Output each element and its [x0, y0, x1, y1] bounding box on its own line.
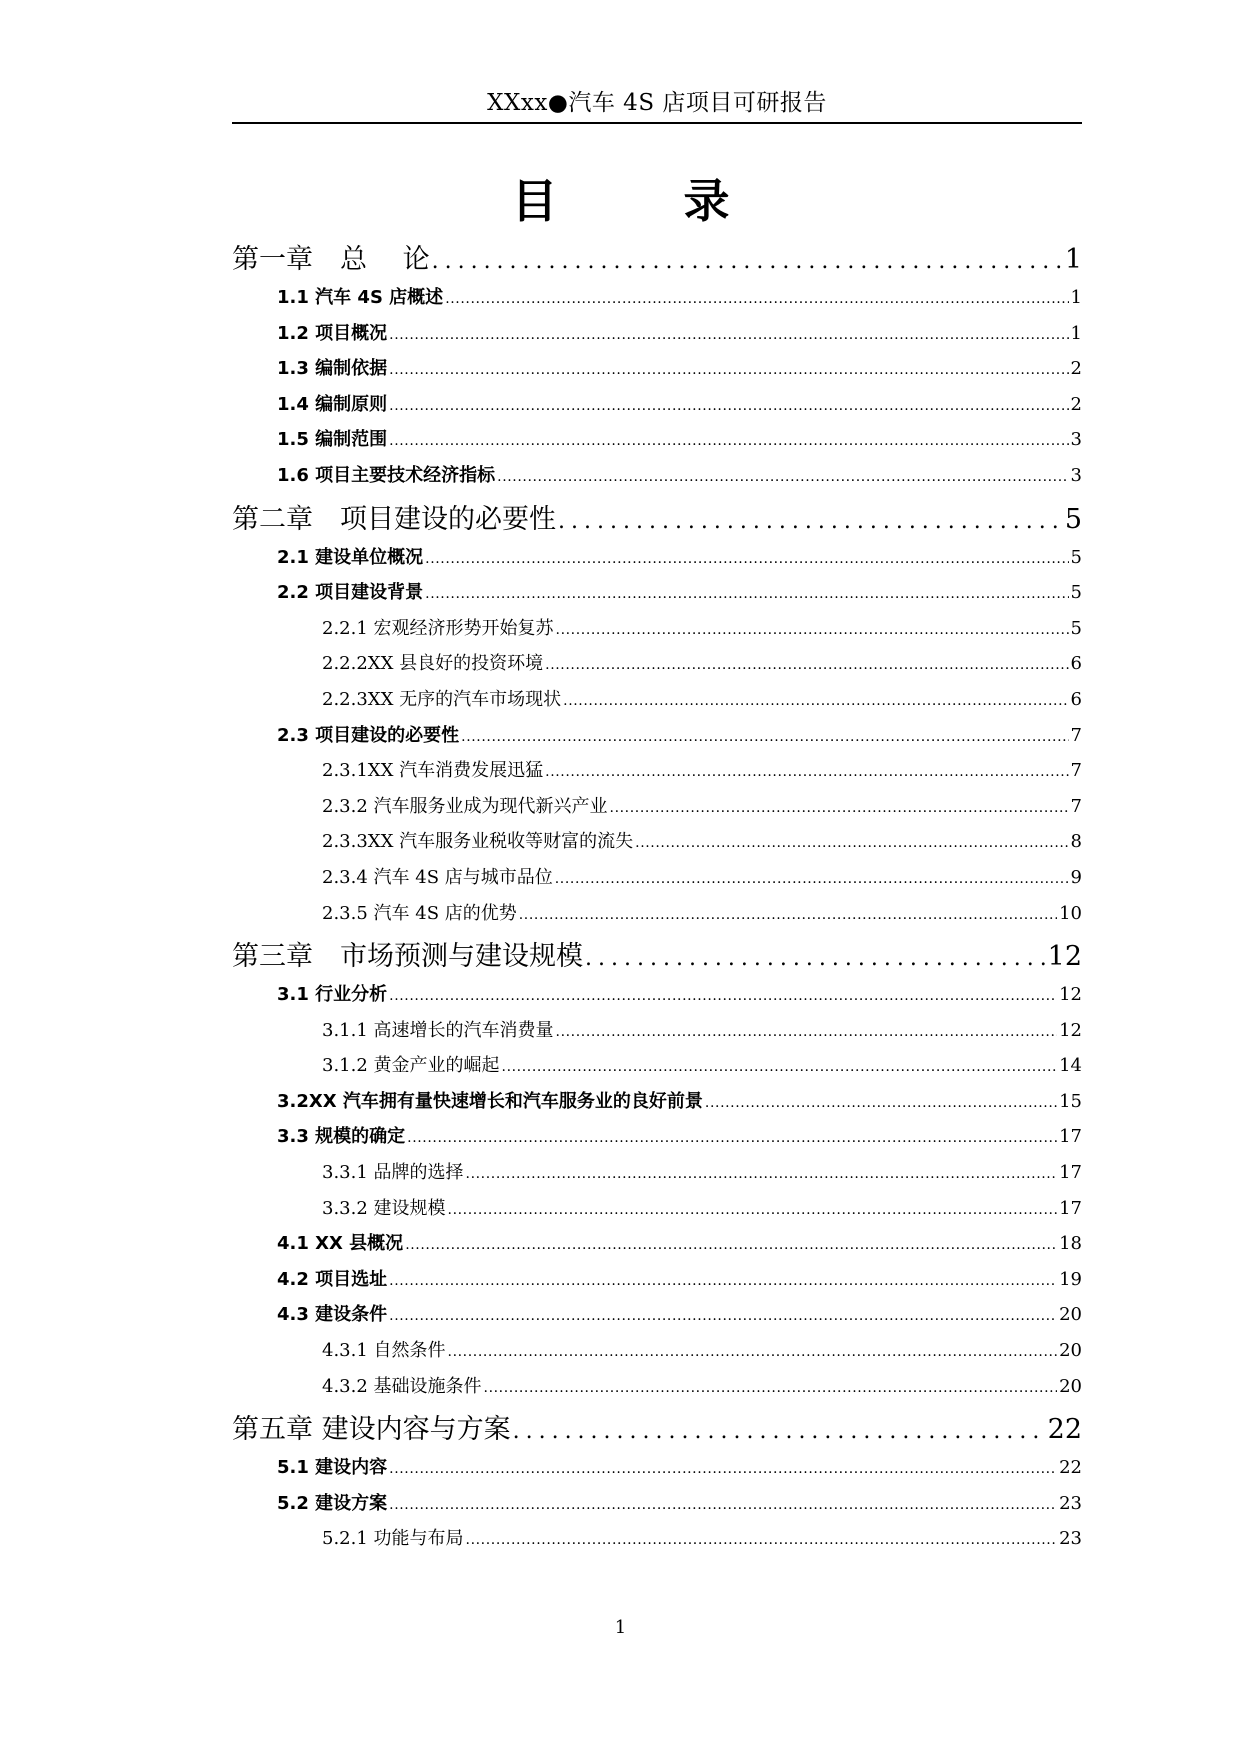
toc-entry-page: 2: [1070, 393, 1082, 415]
dot-leader: [389, 1299, 1057, 1335]
toc-entry[interactable]: [232, 611, 1082, 647]
toc-entry-page: 23: [1059, 1492, 1082, 1514]
toc-entry-page: 22: [1047, 1414, 1082, 1446]
toc-entry[interactable]: [232, 1191, 1082, 1227]
toc-entry-label: 2.3 项目建设的必要性: [277, 724, 460, 746]
toc-entry-page: 1: [1070, 322, 1082, 344]
dot-leader: [545, 648, 1068, 684]
toc-entry[interactable]: [232, 1226, 1082, 1262]
dot-leader: [389, 979, 1057, 1015]
toc-entry-page: 8: [1070, 831, 1082, 853]
toc-chapter-entry[interactable]: [232, 240, 1082, 280]
toc-entry-label: 2.3.1XX 汽车消费发展迅猛: [322, 760, 544, 782]
toc-entry-label: 3.3.2 建设规模: [322, 1197, 446, 1219]
toc-entry-label: 4.1 XX 县概况: [277, 1233, 404, 1255]
toc-entry[interactable]: [232, 1155, 1082, 1191]
toc-entry[interactable]: [232, 860, 1082, 896]
toc-entry-page: 14: [1059, 1055, 1082, 1077]
toc-entry-page: 5: [1070, 617, 1082, 639]
toc-entry[interactable]: [232, 1048, 1082, 1084]
dot-leader: [389, 353, 1068, 389]
toc-entry-label: 3.1.1 高速增长的汽车消费量: [322, 1019, 554, 1041]
toc-entry-label: 4.3.2 基础设施条件: [322, 1375, 482, 1397]
toc-entry-page: 12: [1047, 941, 1082, 973]
dot-leader: [425, 577, 1068, 613]
toc-entry[interactable]: [232, 718, 1082, 754]
toc-entry-label: 1.1 汽车 4S 店概述: [277, 287, 444, 308]
dot-leader: [610, 791, 1069, 827]
toc-entry[interactable]: [232, 540, 1082, 576]
toc-entry[interactable]: [232, 1013, 1082, 1049]
table-of-contents: [232, 238, 1082, 1557]
dot-leader: [389, 389, 1068, 425]
toc-entry-label: 2.3.2 汽车服务业成为现代新兴产业: [322, 795, 608, 817]
toc-entry[interactable]: [232, 896, 1082, 932]
toc-entry-page: 9: [1070, 866, 1082, 888]
header-text: XXxx●汽车 4S 店项目可研报告: [487, 90, 827, 116]
dot-leader: [389, 424, 1068, 460]
toc-entry-label: 2.2 项目建设背景: [277, 582, 424, 604]
toc-entry-label: 1.5 编制范围: [277, 429, 388, 451]
toc-entry-label: 3.3 规模的确定: [277, 1126, 406, 1148]
dot-leader: [635, 826, 1068, 862]
toc-entry[interactable]: [232, 1521, 1082, 1557]
toc-entry-page: 20: [1059, 1304, 1082, 1326]
toc-entry-page: 19: [1059, 1268, 1082, 1290]
toc-title: 目 录: [511, 174, 730, 228]
toc-entry-page: 5: [1064, 503, 1082, 535]
toc-entry-page: 17: [1059, 1162, 1082, 1184]
toc-entry[interactable]: [232, 458, 1082, 494]
toc-entry-page: 22: [1059, 1457, 1082, 1479]
toc-entry-page: 12: [1059, 1019, 1082, 1041]
dot-leader: [556, 613, 1069, 649]
toc-entry-label: 3.2XX 汽车拥有量快速增长和汽车服务业的良好前景: [277, 1090, 703, 1112]
toc-entry-page: 7: [1070, 724, 1082, 746]
dot-leader: [389, 1264, 1057, 1300]
dot-leader: [497, 460, 1068, 496]
toc-entry-label: 第三章 市场预测与建设规模: [232, 941, 583, 973]
toc-entry-page: 1: [1064, 244, 1082, 275]
toc-entry-page: 15: [1059, 1090, 1082, 1112]
toc-entry[interactable]: [232, 1486, 1082, 1522]
dot-leader: [555, 862, 1069, 898]
dot-leader: [556, 1015, 1058, 1051]
toc-entry[interactable]: [232, 753, 1082, 789]
toc-entry-label: 2.3.4 汽车 4S 店与城市品位: [322, 866, 553, 888]
toc-entry-label: 2.2.1 宏观经济形势开始复苏: [322, 617, 554, 639]
page-number: 1: [614, 1617, 627, 1638]
toc-entry-label: 4.2 项目选址: [277, 1268, 388, 1290]
toc-entry-page: 17: [1059, 1197, 1082, 1219]
toc-entry[interactable]: [232, 789, 1082, 825]
toc-entry[interactable]: [232, 422, 1082, 458]
toc-chapter-entry[interactable]: [232, 1410, 1082, 1450]
toc-entry-page: 5: [1070, 546, 1082, 568]
dot-leader: [461, 720, 1068, 756]
dot-leader: [407, 1121, 1057, 1157]
toc-entry-label: 第二章 项目建设的必要性: [232, 503, 556, 535]
toc-entry-label: 1.6 项目主要技术经济指标: [277, 464, 496, 486]
dot-leader: [484, 1371, 1058, 1407]
toc-entry[interactable]: [232, 1333, 1082, 1369]
toc-entry-label: 3.3.1 品牌的选择: [322, 1162, 464, 1184]
dot-leader: [448, 1335, 1058, 1371]
dot-leader: [405, 1228, 1057, 1264]
toc-entry-page: 5: [1070, 582, 1082, 604]
toc-entry-page: 3: [1070, 464, 1082, 486]
toc-entry[interactable]: [232, 1119, 1082, 1155]
dot-leader: [445, 282, 1068, 318]
toc-entry-page: 17: [1059, 1126, 1082, 1148]
toc-entry-page: 2: [1070, 358, 1082, 380]
toc-entry-label: 5.2 建设方案: [277, 1492, 388, 1514]
toc-entry[interactable]: [232, 1369, 1082, 1405]
toc-entry[interactable]: [232, 824, 1082, 860]
toc-entry-label: 3.1.2 黄金产业的崛起: [322, 1055, 500, 1077]
toc-entry-label: 5.1 建设内容: [277, 1457, 388, 1479]
toc-entry-label: 1.4 编制原则: [277, 393, 388, 415]
page-header: [232, 84, 1082, 124]
toc-entry[interactable]: [232, 1450, 1082, 1486]
toc-entry-page: 18: [1059, 1233, 1082, 1255]
toc-entry-page: 7: [1070, 795, 1082, 817]
toc-entry-label: 2.2.3XX 无序的汽车市场现状: [322, 688, 562, 710]
toc-entry-label: 4.3.1 自然条件: [322, 1340, 446, 1362]
toc-entry-page: 20: [1059, 1340, 1082, 1362]
toc-entry-page: 23: [1059, 1528, 1082, 1550]
toc-entry-page: 10: [1059, 902, 1082, 924]
dot-leader: [389, 318, 1068, 354]
dot-leader: [432, 242, 1063, 282]
toc-entry-label: 3.1 行业分析: [277, 984, 388, 1006]
toc-entry-label: 1.2 项目概况: [277, 322, 388, 344]
toc-entry[interactable]: [232, 977, 1082, 1013]
toc-entry[interactable]: [232, 1297, 1082, 1333]
toc-entry[interactable]: [232, 1084, 1082, 1120]
dot-leader: [563, 684, 1068, 720]
dot-leader: [466, 1523, 1058, 1559]
dot-leader: [389, 1452, 1057, 1488]
toc-entry[interactable]: [232, 316, 1082, 352]
dot-leader: [448, 1193, 1058, 1229]
toc-entry[interactable]: [232, 387, 1082, 423]
toc-entry-page: 6: [1070, 653, 1082, 675]
toc-entry-page: 12: [1059, 984, 1082, 1006]
toc-entry-label: 第五章 建设内容与方案: [232, 1414, 511, 1446]
dot-leader: [558, 502, 1063, 542]
toc-entry-label: 第一章 总 论: [232, 244, 430, 275]
toc-chapter-entry[interactable]: [232, 500, 1082, 540]
dot-leader: [389, 1488, 1057, 1524]
dot-leader: [502, 1050, 1058, 1086]
toc-entry[interactable]: [232, 351, 1082, 387]
dot-leader: [545, 755, 1068, 791]
toc-entry-page: 7: [1070, 760, 1082, 782]
toc-entry-page: 1: [1070, 287, 1082, 308]
toc-entry-label: 4.3 建设条件: [277, 1304, 388, 1326]
toc-entry[interactable]: [232, 575, 1082, 611]
toc-entry-page: 6: [1070, 688, 1082, 710]
toc-entry-label: 2.2.2XX 县良好的投资环境: [322, 653, 544, 675]
toc-entry[interactable]: [232, 280, 1082, 316]
dot-leader: [705, 1086, 1057, 1122]
toc-entry-page: 20: [1059, 1375, 1082, 1397]
toc-entry-page: 3: [1070, 429, 1082, 451]
dot-leader: [513, 1412, 1046, 1452]
toc-entry-label: 2.3.3XX 汽车服务业税收等财富的流失: [322, 831, 634, 853]
dot-leader: [466, 1157, 1058, 1193]
toc-entry-label: 2.1 建设单位概况: [277, 546, 424, 568]
dot-leader: [425, 542, 1068, 578]
toc-entry-label: 5.2.1 功能与布局: [322, 1528, 464, 1550]
dot-leader: [585, 939, 1046, 979]
toc-chapter-entry[interactable]: [232, 937, 1082, 977]
toc-entry[interactable]: [232, 1262, 1082, 1298]
dot-leader: [519, 898, 1057, 934]
toc-entry[interactable]: [232, 646, 1082, 682]
toc-entry[interactable]: [232, 682, 1082, 718]
toc-entry-label: 1.3 编制依据: [277, 358, 388, 380]
toc-entry-label: 2.3.5 汽车 4S 店的优势: [322, 902, 517, 924]
